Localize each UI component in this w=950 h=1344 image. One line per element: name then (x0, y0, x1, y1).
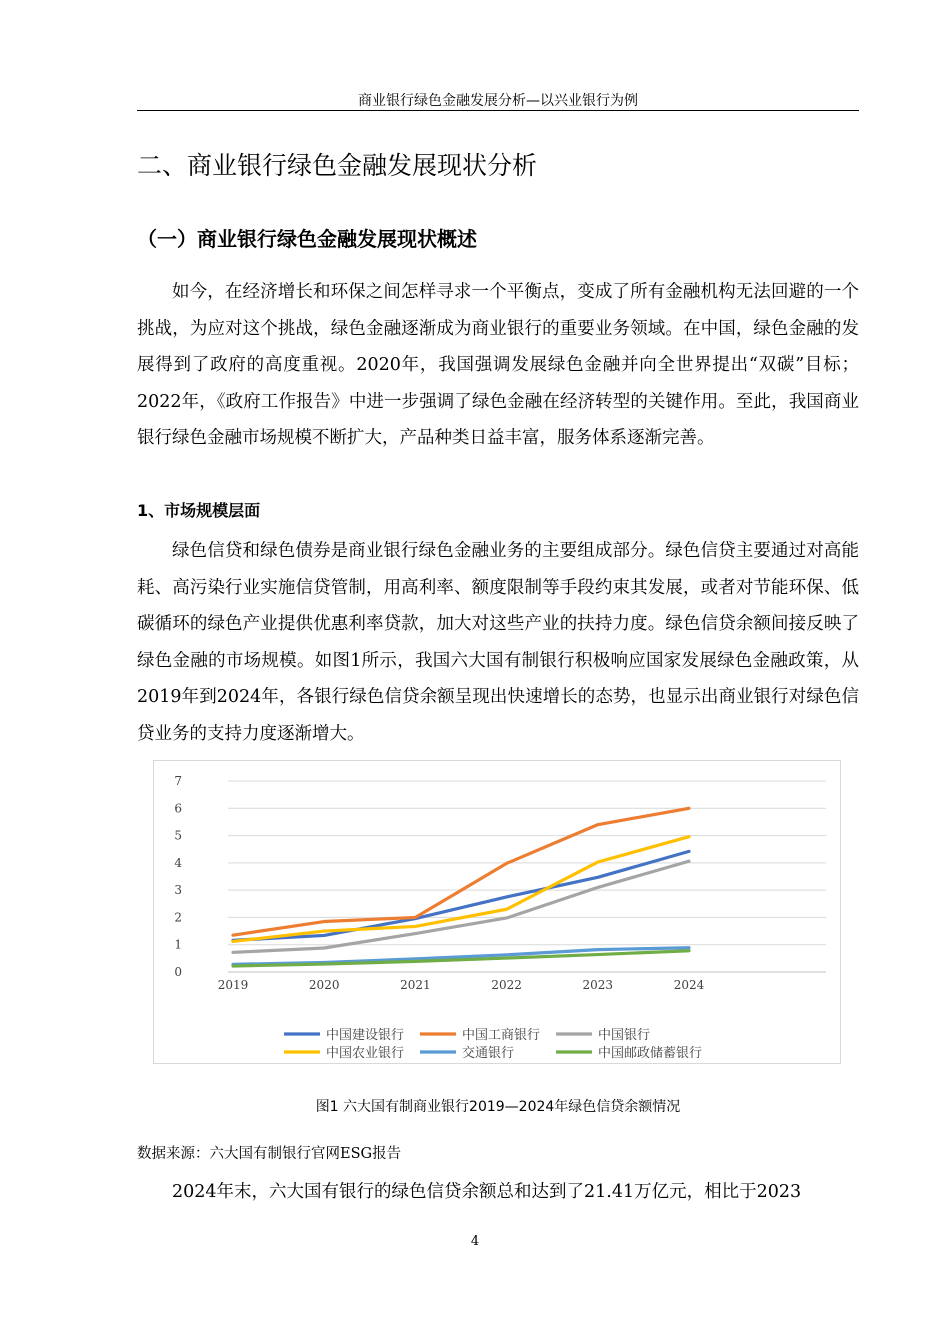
header-rule (137, 110, 859, 111)
y-tick-label: 5 (174, 828, 182, 843)
y-tick-label: 4 (174, 855, 182, 870)
figure-caption: 图1 六大国有制商业银行2019—2024年绿色信贷余额情况 (315, 1099, 681, 1115)
subsection-title: （一）商业银行绿色金融发展现状概述 (137, 227, 477, 251)
closing-paragraph: 2024年末，六大国有银行的绿色信贷余额总和达到了21.41万亿元，相比于2023 (172, 1182, 802, 1202)
market-paragraph: 绿色信贷和绿色债券是商业银行绿色金融业务的主要组成部分。绿色信贷主要通过对高能耗、高污染行业实施信贷管制，用高利率、额度限制等手段约束其发展，或者对节能环保、低碳循环的绿色产业提供优惠利率贷款，加大对这些产业的扶持力度。绿色信贷余额间接反映了绿色金融的市场规模。如图1所示，我国六大国有制银行积极响应国家发展绿色金融政策，从2019年到2024年，各银行绿色信贷余额呈现出快速增长的态势，也显示出商业银行对绿色信贷业务的支持力度逐渐增大。 (137, 541, 859, 744)
x-tick-label: 2021 (400, 978, 431, 992)
x-tick-label: 2023 (582, 978, 614, 992)
market-heading: 1、市场规模层面 (137, 501, 261, 520)
y-tick-label: 2 (174, 910, 182, 925)
x-tick-label: 2022 (491, 978, 522, 992)
y-tick-label: 3 (174, 883, 182, 898)
page-number: 4 (470, 1234, 480, 1249)
legend-label: 交通银行 (462, 1046, 515, 1061)
y-tick-label: 7 (174, 774, 182, 788)
line-chart (154, 761, 842, 1065)
section-title: 二、商业银行绿色金融发展现状分析 (137, 151, 538, 180)
figure-chart (153, 760, 841, 1064)
running-header: 商业银行绿色金融发展分析—以兴业银行为例 (358, 93, 638, 109)
data-source: 数据来源：六大国有制银行官网ESG报告 (137, 1146, 402, 1162)
y-tick-label: 1 (174, 937, 182, 952)
legend-label: 中国工商银行 (462, 1028, 541, 1043)
y-tick-label: 6 (174, 801, 182, 816)
x-tick-label: 2019 (217, 978, 249, 992)
legend-label: 中国邮政储蓄银行 (598, 1046, 703, 1061)
legend-label: 中国农业银行 (326, 1046, 405, 1061)
x-tick-label: 2024 (673, 978, 705, 992)
series-line (233, 951, 689, 966)
legend-label: 中国银行 (598, 1028, 651, 1043)
legend-label: 中国建设银行 (326, 1028, 405, 1043)
x-tick-label: 2020 (308, 978, 340, 992)
intro-paragraph: 如今，在经济增长和环保之间怎样寻求一个平衡点，变成了所有金融机构无法回避的一个挑战，为应对这个挑战，绿色金融逐渐成为商业银行的重要业务领域。在中国，绿色金融的发展得到了政府的高度重视。2020年，我国强调发展绿色金融并向全世界提出“双碳”目标；2022年，《政府工作报告》中进一步强调了绿色金融在经济转型的关键作用。至此，我国商业银行绿色金融市场规模不断扩大，产品种类日益丰富，服务体系逐渐完善。 (137, 282, 859, 448)
y-tick-label: 0 (174, 965, 182, 979)
